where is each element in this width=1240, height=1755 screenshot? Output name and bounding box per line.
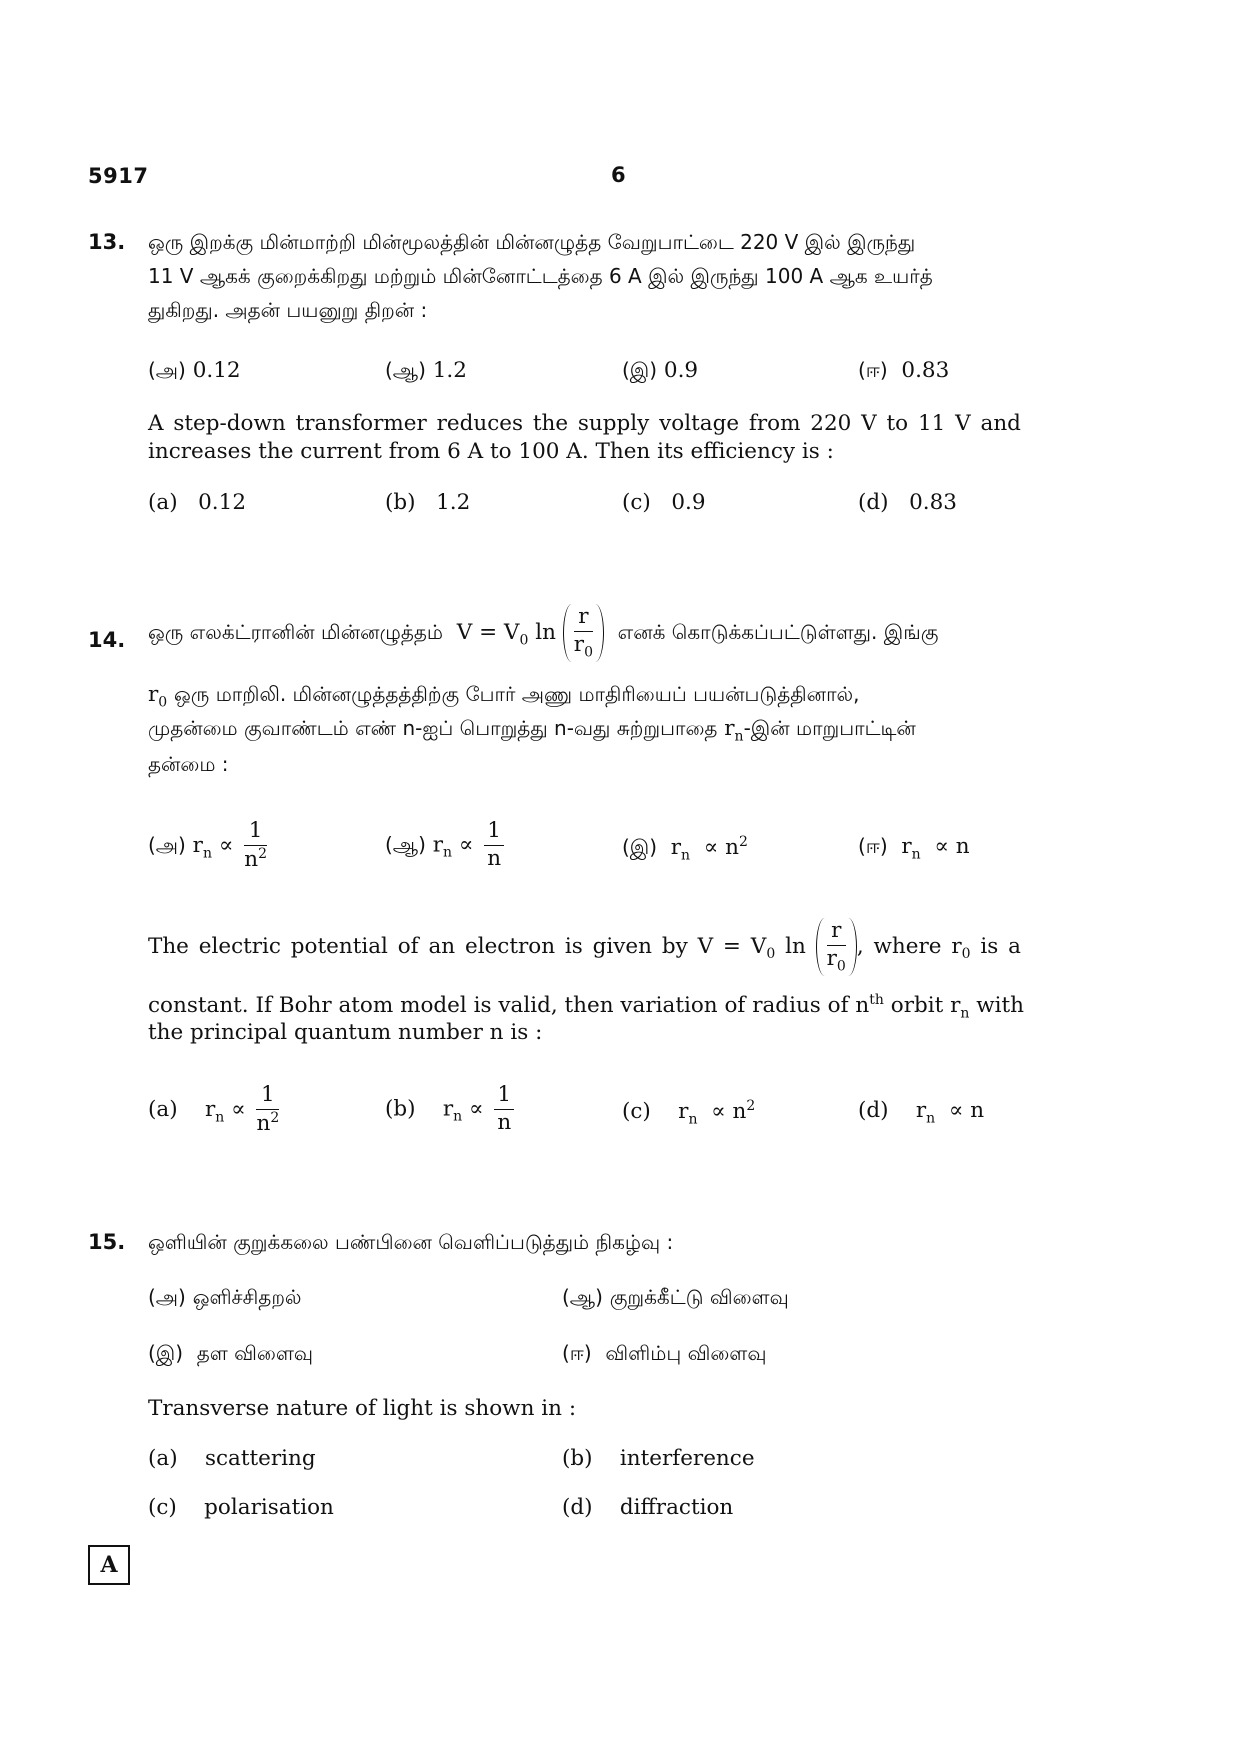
q13-tamil-line-1: ஒரு இறக்கு மின்மாற்றி மின்மூலத்தின் மின்னழுத்த வேறுபாட்டை 220 V இல் இருந்து xyxy=(148,230,916,254)
q13-ta-option-a: (அ) 0.12 xyxy=(148,358,241,383)
q15-en-option-b: (b) interference xyxy=(562,1446,755,1471)
q14-en-option-a: (a) $r_n$ ∝ $\frac{1}{n^2}$ xyxy=(148,1082,280,1137)
question-14-number: 14. xyxy=(88,628,126,652)
q15-ta-option-a: (அ) ஒளிச்சிதறல் xyxy=(148,1285,302,1309)
page-number: 6 xyxy=(611,163,626,187)
q14-tamil-line-4: தன்மை : xyxy=(148,752,229,776)
q14-english-line-3: the principal quantum number n is : xyxy=(148,1020,543,1045)
q14-potential-formula: $V = V_0$ ln $\frac{r}{r_0}$ xyxy=(450,620,604,645)
q15-ta-option-d: (ஈ) விளிம்பு விளைவு xyxy=(562,1341,767,1365)
q14-tamil-line-2: $r_0$ ஒரு மாறிலி. மின்னழுத்தத்திற்கு போர் அணு மாதிரியைப் பயன்படுத்தினால், xyxy=(148,682,860,711)
q15-en-option-a: (a) scattering xyxy=(148,1446,316,1471)
q14-tamil-line-3: முதன்மை குவாண்டம் எண் n-ஐப் பொறுத்து n-வது சுற்றுபாதை $r_n-இன்$ மாறுபாட்டின் xyxy=(148,716,916,745)
q14-ta-option-d: (ஈ) $r_n \propto n$ xyxy=(858,834,970,863)
q13-en-option-d: (d) 0.83 xyxy=(858,490,957,515)
q14-ta-option-c: (இ) $r_n \propto n^2$ xyxy=(622,834,748,864)
q13-ta-option-c: (இ) 0.9 xyxy=(622,358,699,383)
q15-en-option-d: (d) diffraction xyxy=(562,1495,734,1520)
q13-ta-option-b: (ஆ) 1.2 xyxy=(385,358,467,383)
q14-english-line-1: The electric potential of an electron is given by $V = V_0$ ln $\frac{r}{r_0}$ , where $r_0$ is a xyxy=(148,918,1021,975)
q14-en-option-c: (c) $r_n \propto n^2$ xyxy=(622,1098,756,1128)
question-13-number: 13. xyxy=(88,230,126,254)
q15-tamil-question: ஒளியின் குறுக்கலை பண்பினை வெளிப்படுத்தும் நிகழ்வு : xyxy=(148,1230,674,1254)
q15-english-question: Transverse nature of light is shown in : xyxy=(148,1396,577,1421)
q13-tamil-line-2: 11 V ஆகக் குறைக்கிறது மற்றும் மின்னோட்டத்தை 6 A இல் இருந்து 100 A ஆக உயர்த் xyxy=(148,264,933,288)
q13-tamil-line-3: துகிறது. அதன் பயனுறு திறன் : xyxy=(148,298,428,322)
q13-english-line-1: A step-down transformer reduces the supply voltage from 220 V to 11 V and xyxy=(148,411,1021,436)
paper-code: 5917 xyxy=(88,164,149,188)
q15-en-option-c: (c) polarisation xyxy=(148,1495,334,1520)
q13-ta-option-d: (ஈ) 0.83 xyxy=(858,358,950,383)
booklet-version-box: A xyxy=(88,1545,130,1585)
q13-english-line-2: increases the current from 6 A to 100 A. Then its efficiency is : xyxy=(148,439,834,464)
q13-en-option-b: (b) 1.2 xyxy=(385,490,471,515)
q14-en-option-b: (b) $r_n$ ∝ $\frac{1}{n}$ xyxy=(385,1082,518,1137)
q14-en-option-d: (d) $r_n \propto n$ xyxy=(858,1098,985,1127)
q15-ta-option-b: (ஆ) குறுக்கீட்டு விளைவு xyxy=(562,1285,789,1309)
q14-english-line-2: constant. If Bohr atom model is valid, then variation of radius of $n^{th}$ orbit $r_n$ with xyxy=(148,992,1025,1022)
q13-en-option-a: (a) 0.12 xyxy=(148,490,246,515)
q14-tamil-line-1: ஒரு எலக்ட்ரானின் மின்னழுத்தம் $V = V_0$ ln $\frac{r}{r_0}$ எனக் கொடுக்கப்பட்டுள்ளது. இங்கு xyxy=(148,604,939,661)
q15-ta-option-c: (இ) தள விளைவு xyxy=(148,1341,314,1365)
question-15-number: 15. xyxy=(88,1230,126,1254)
q14-ta-option-b: (ஆ) $r_n$ ∝ $\frac{1}{n}$ xyxy=(385,818,508,873)
q13-en-option-c: (c) 0.9 xyxy=(622,490,706,515)
q14-ta-option-a: (அ) $r_n$ ∝ $\frac{1}{n^2}$ xyxy=(148,818,267,873)
